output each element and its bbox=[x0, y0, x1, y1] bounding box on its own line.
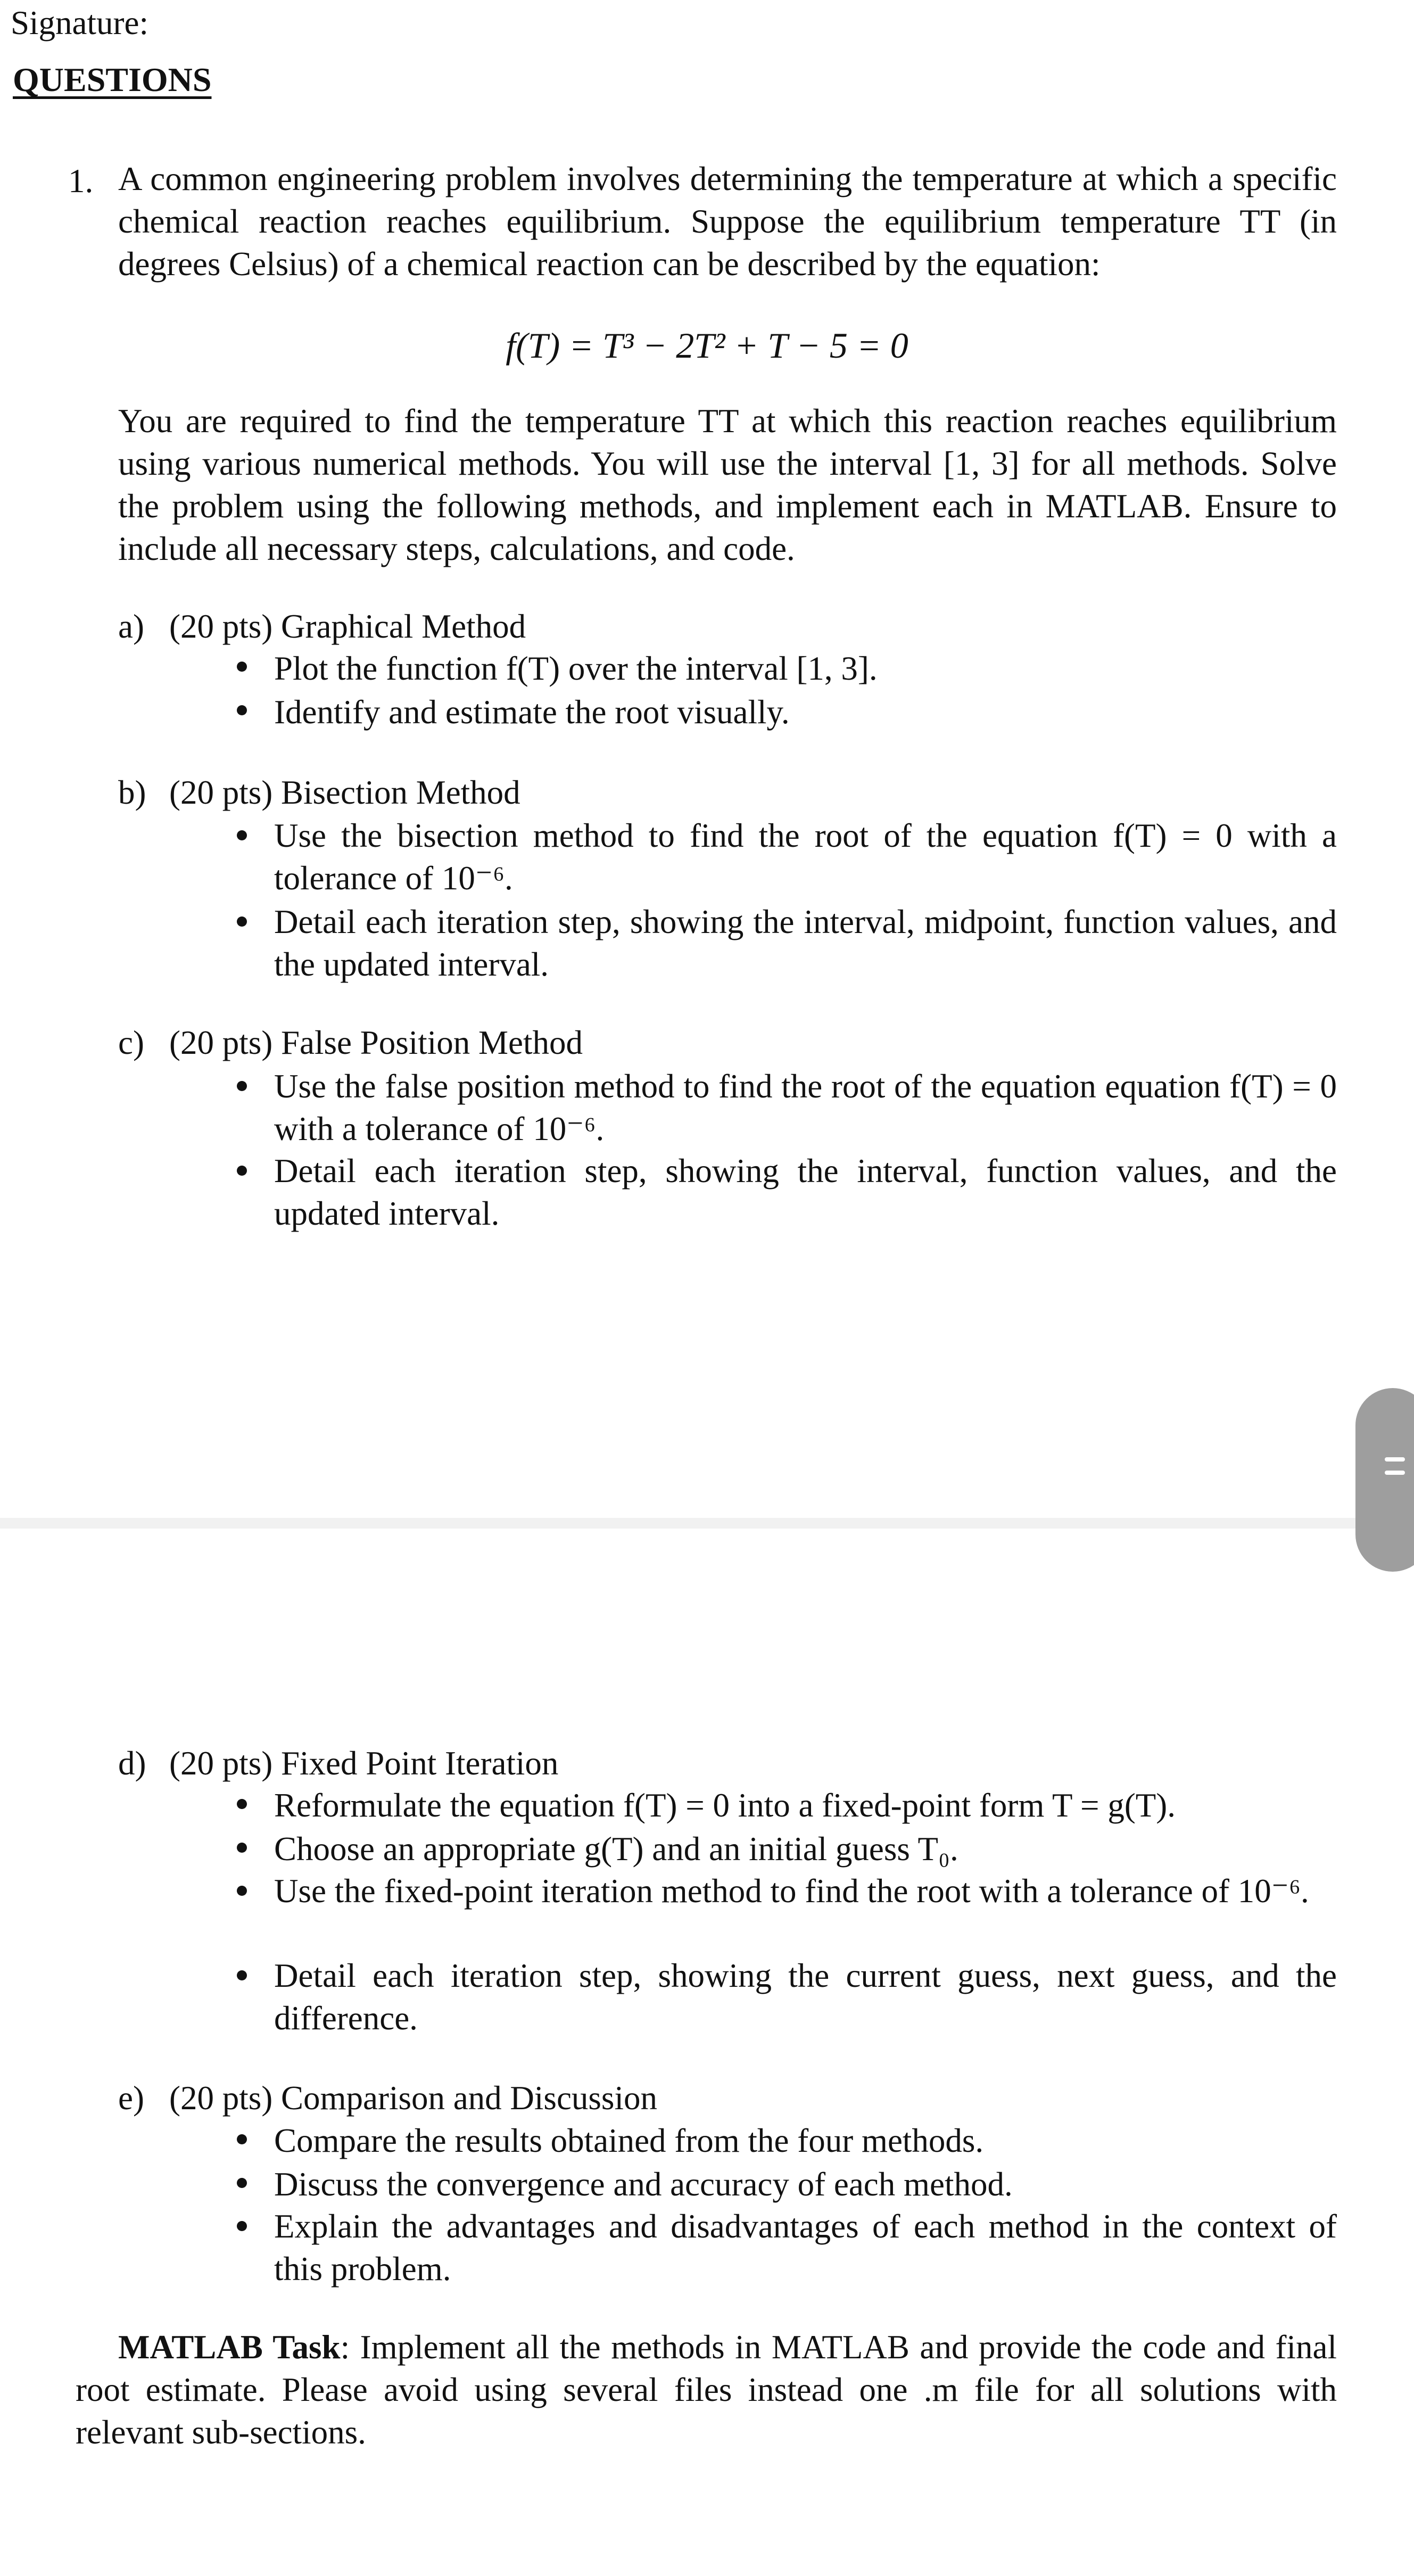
question-number: 1. bbox=[68, 162, 94, 200]
part-b-bullet-1: Use the bisection method to find the root of the equation f(T) = 0 with a tolerance of 10⁻⁶. bbox=[274, 817, 1337, 897]
part-e-heading: (20 pts) Comparison and Discussion bbox=[169, 2079, 657, 2117]
drag-handle-icon[interactable] bbox=[1355, 1388, 1414, 1572]
bullet bbox=[237, 1081, 247, 1091]
questions-title: QUESTIONS bbox=[13, 61, 212, 98]
bullet bbox=[237, 2221, 247, 2231]
part-d-bullet-3: Use the fixed-point iteration method to find the root with a tolerance of 10⁻⁶. bbox=[274, 1872, 1309, 1910]
part-c-heading: (20 pts) False Position Method bbox=[169, 1024, 583, 1061]
bullet bbox=[237, 2178, 247, 2188]
part-e-bullet-1: Compare the results obtained from the four methods. bbox=[274, 2122, 984, 2159]
bullet bbox=[237, 705, 247, 715]
part-e-bullet-2: Discuss the convergence and accuracy of each method. bbox=[274, 2166, 1013, 2203]
part-a-label: a) bbox=[118, 608, 144, 645]
bullet bbox=[237, 662, 247, 672]
grip-line bbox=[1385, 1471, 1405, 1475]
part-d-heading: (20 pts) Fixed Point Iteration bbox=[169, 1745, 559, 1782]
part-b-bullet-2: Detail each iteration step, showing the interval, midpoint, function values, and the updated interval. bbox=[274, 903, 1337, 983]
bullet bbox=[237, 917, 247, 927]
part-c-bullet-1: Use the false position method to find the root of the equation equation f(T) = 0 with a tolerance of 10⁻⁶. bbox=[274, 1068, 1337, 1147]
part-d-bullet-1: Reformulate the equation f(T) = 0 into a fixed-point form T = g(T). bbox=[274, 1787, 1176, 1824]
part-a-bullet-1: Plot the function f(T) over the interval [1, 3]. bbox=[274, 650, 878, 687]
part-d-label: d) bbox=[118, 1745, 146, 1782]
bullet bbox=[237, 1886, 247, 1896]
part-e-bullet-3: Explain the advantages and disadvantages of each method in the context of this problem. bbox=[274, 2208, 1337, 2288]
page-divider bbox=[0, 1518, 1373, 1529]
question-task: You are required to find the temperature TT at which this reaction reaches equilibrium using various numerical methods. You will use the interval [1, 3] for all methods. Solve the problem using the following methods, and implement each in MATLAB. Ensure to include all necessary steps, calculations, and code. bbox=[118, 402, 1337, 567]
bullet bbox=[237, 1166, 247, 1176]
part-a-heading: (20 pts) Graphical Method bbox=[169, 608, 526, 645]
part-d-bullet-4: Detail each iteration step, showing the current guess, next guess, and the difference. bbox=[274, 1957, 1337, 2037]
part-e-label: e) bbox=[118, 2079, 144, 2117]
question-intro: A common engineering problem involves determining the temperature at which a specific chemical reaction reaches equilibrium. Suppose the equilibrium temperature TT (in degrees Celsius) of a chemical reaction can be described by the equation: bbox=[118, 160, 1337, 283]
bullet bbox=[237, 1970, 247, 1980]
matlab-task-label: MATLAB Task bbox=[118, 2329, 341, 2366]
part-b-label: b) bbox=[118, 774, 146, 811]
part-c-bullet-2: Detail each iteration step, showing the interval, function values, and the updated interval. bbox=[274, 1152, 1337, 1232]
signature-label: Signature: bbox=[11, 4, 148, 42]
equation: f(T) = T³ − 2T² + T − 5 = 0 bbox=[506, 325, 908, 366]
bullet bbox=[237, 830, 247, 840]
bullet bbox=[237, 2134, 247, 2144]
part-b-heading: (20 pts) Bisection Method bbox=[169, 774, 520, 811]
part-a-bullet-2: Identify and estimate the root visually. bbox=[274, 693, 790, 731]
bullet bbox=[237, 1843, 247, 1853]
part-c-label: c) bbox=[118, 1024, 144, 1061]
matlab-task bbox=[76, 2326, 1337, 2454]
grip-line bbox=[1385, 1457, 1405, 1462]
part-d-bullet-2: Choose an appropriate g(T) and an initial guess T₀. bbox=[274, 1830, 958, 1868]
bullet bbox=[237, 1799, 247, 1809]
matlab-task-text: : Implement all the methods in MATLAB and provide the code and final root estimate. Please avoid using several files instead one .m file for all solutions with relevant sub-sections. bbox=[76, 2329, 1337, 2451]
